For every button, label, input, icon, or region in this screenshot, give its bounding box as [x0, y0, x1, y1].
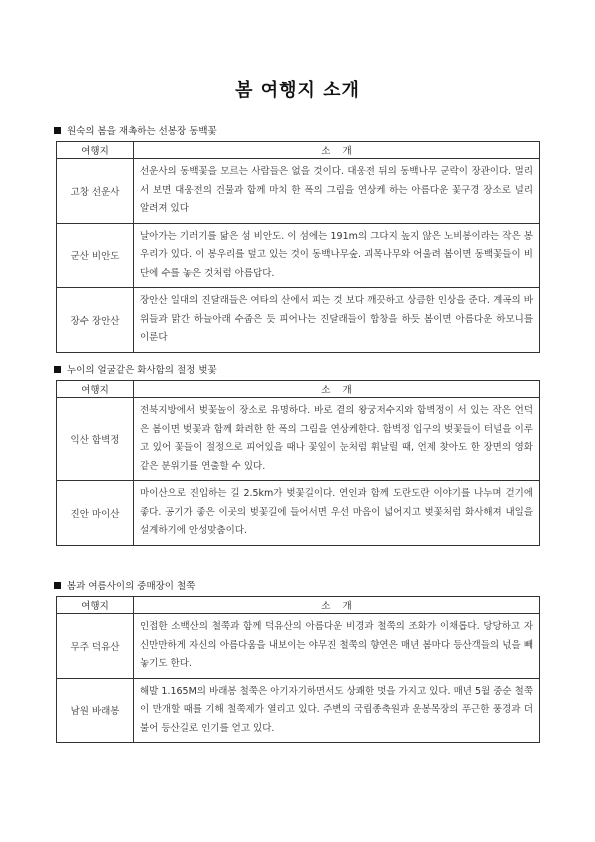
section-heading-text: 누이의 얼굴같은 화사함의 절정 벚꽃 [67, 365, 217, 376]
azalea-table [56, 596, 540, 743]
camellia-table [56, 141, 540, 353]
column-header-description: 소 개 [134, 142, 540, 159]
place-cell: 진안 마이산 [57, 481, 134, 546]
column-header-place: 여행지 [57, 597, 134, 614]
table-row [57, 678, 540, 743]
description-cell: 전북지방에서 벚꽃놀이 장소로 유명하다. 바로 곁의 왕궁저수지와 함벽정이 서 있는 작은 언덕은 봄이면 벚꽃과 함께 화려한 한 폭의 그림을 연상케한다. 함벽정 입구의 벚꽃들이 터널을 이루고 있어 꽃들이 절정으로 피어있을 때나 꽃잎이 눈처럼 휘날릴 때, 언제 찾아도 한 장면의 영화같은 분위기를 연출할 수 있다. [134, 398, 540, 481]
section-heading-text: 원숙의 봄을 재촉하는 선봉장 동백꽃 [67, 126, 217, 137]
table-row [57, 614, 540, 679]
table-row [57, 398, 540, 481]
section-heading-cherry-blossom [54, 362, 217, 376]
description-cell: 선운사의 동백꽃을 모르는 사람들은 없을 것이다. 대웅전 뒤의 동백나무 군락이 장관이다. 멀리서 보면 대웅전의 건물과 함께 마치 한 폭의 그림을 연상케 하는 아름다운 꽃구경 장소로 널리 알려져 있다 [134, 159, 540, 224]
table-row [57, 223, 540, 288]
square-bullet-icon [54, 582, 61, 589]
table-row [57, 481, 540, 546]
description-cell: 마이산으로 진입하는 길 2.5km가 벚꽃길이다. 연인과 함께 도란도란 이야기를 나누며 걷기에 좋다. 공기가 좋은 이곳의 벚꽃길에 들어서면 우선 마음이 넓어지고 벚꽃처럼 화사해져 내일을 설계하기에 안성맞춤이다. [134, 481, 540, 546]
description-cell: 해발 1.165M의 바래봉 철쭉은 아기자기하면서도 상쾌한 멋을 가지고 있다. 매년 5월 중순 철쭉이 만개할 때를 기해 철쭉제가 열리고 있다. 주변의 국립종축원과 운봉목장의 푸근한 풍경과 더불어 등산길로 인기를 얻고 있다. [134, 678, 540, 743]
place-cell: 고창 선운사 [57, 159, 134, 224]
table-row [57, 288, 540, 353]
description-cell: 날아가는 기러기를 닮은 섬 비안도. 이 섬에는 191m의 그다지 높지 않은 노비봉이라는 작은 봉우리가 있다. 이 봉우리를 덮고 있는 것이 동백나무숲. 괴목나무와 어울려 봄이면 동백꽃들이 비단에 수를 놓은 것처럼 아름답다. [134, 223, 540, 288]
table-row [57, 159, 540, 224]
square-bullet-icon [54, 127, 61, 134]
column-header-description: 소 개 [134, 597, 540, 614]
table-header-row [57, 142, 540, 159]
column-header-description: 소 개 [134, 381, 540, 398]
description-cell: 인접한 소백산의 철쭉과 함께 덕유산의 아름다운 비경과 철쭉의 조화가 이채롭다. 당당하고 자신만만하게 자신의 아름다움을 내보이는 야무진 철쭉의 향연은 매년 봄마다 등산객들의 넋을 빼놓기도 한다. [134, 614, 540, 679]
place-cell: 장수 장안산 [57, 288, 134, 353]
table-header-row [57, 381, 540, 398]
place-cell: 무주 덕유산 [57, 614, 134, 679]
page-title: 봄 여행지 소개 [235, 80, 360, 101]
square-bullet-icon [54, 366, 61, 373]
column-header-place: 여행지 [57, 142, 134, 159]
cherry-blossom-table [56, 380, 540, 546]
section-heading-azalea [54, 578, 195, 592]
section-heading-camellia [54, 123, 217, 137]
place-cell: 익산 함벽정 [57, 398, 134, 481]
table-header-row [57, 597, 540, 614]
column-header-place: 여행지 [57, 381, 134, 398]
place-cell: 남원 바래봉 [57, 678, 134, 743]
description-cell: 장안산 일대의 진달래들은 여타의 산에서 피는 것 보다 깨끗하고 상큼한 인상을 준다. 계곡의 바위들과 맑간 하늘아래 수줍은 듯 피어나는 진달래들이 합창을 하듯 봄이면 아름다운 하모니를 이룬다 [134, 288, 540, 353]
section-heading-text: 봄과 여름사이의 중매장이 철쭉 [67, 581, 196, 592]
place-cell: 군산 비안도 [57, 223, 134, 288]
